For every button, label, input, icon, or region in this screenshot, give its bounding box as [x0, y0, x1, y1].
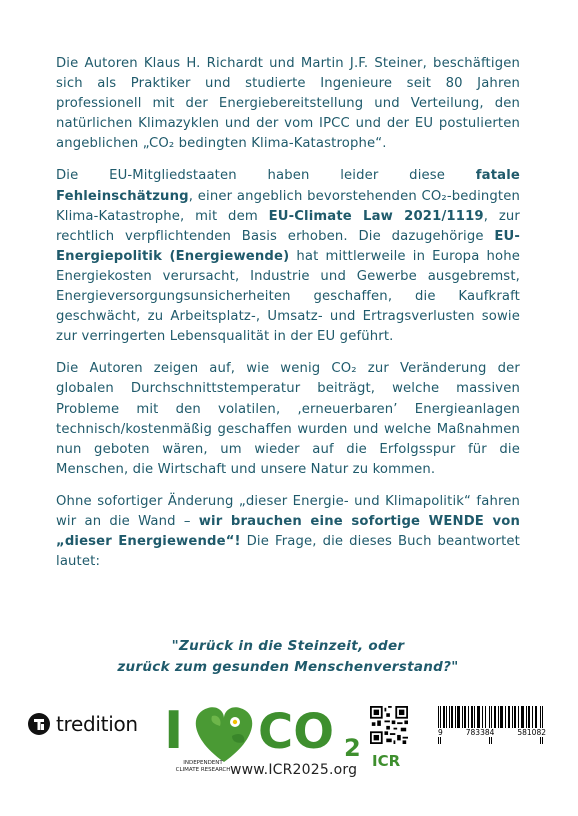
publisher-name: tredition: [56, 712, 138, 736]
p2-text-c: , einer angeblich bevorstehenden CO₂-bedingten Klima-Katastrophe, mit dem: [56, 188, 520, 224]
isbn-barcode-icon: [436, 706, 546, 746]
isbn-group-1: 783384: [465, 728, 495, 737]
paragraph-authors: [56, 54, 520, 154]
book-question-quote: [56, 636, 520, 678]
paragraph-eu-policy: [56, 166, 520, 347]
back-cover-text: [56, 54, 520, 584]
publisher-logo: [28, 712, 138, 736]
isbn-prefix: 9: [438, 728, 443, 737]
isbn-digits: [438, 728, 546, 737]
p2-text-a: Die EU-Mitgliedstaaten haben leider diese: [56, 168, 476, 184]
p2-text-d: , zur rechtlich verpflichtenden Basis erhoben. Die dazugehörige: [56, 208, 520, 244]
icr-line-2: CLIMATE RESEARCH: [175, 767, 231, 773]
icr-logo: ICR: [372, 752, 401, 770]
paragraph-authors-text: Die Autoren Klaus H. Richardt und Martin J.F. Steiner, beschäftigen sich als Praktiker und studierte Ingenieure seit 80 Jahren professionell mit der Energiebereitstellung und Verteilung, den natürlichen Klimazyklen und der vom IPCC und der EU postulierten angeblichen „CO₂ bedingten Klima-Katastrophe“.: [56, 56, 520, 152]
p2-bold-climate-law: EU-Climate Law 2021/1119: [268, 208, 484, 224]
p4-text-a: Ohne sofortiger Änderung „dieser Energie- und Klimapolitik“ fahren wir an die Wand –: [56, 493, 520, 529]
logo-co-text: CO: [258, 704, 335, 760]
p2-bold-misjudgment: fatale Fehleinschätzung: [56, 168, 520, 204]
tradition-icon: [28, 713, 50, 735]
heart-icon: [196, 707, 252, 762]
p2-text-e: hat mittlerweile in Europa hohe Energiekosten verursacht, Industrie und Gewerbe ausgebremst, Energieversorgungsunsicherheiten geschaffen, die Kaufkraft geschwächt, zu Arbeitsplatz-, Umsatz- und Ertragsverlusten sowie zur verringerten Lebensqualität in der EU geführt.: [56, 248, 521, 345]
logo-subscript-2: 2: [344, 734, 361, 762]
p4-text-c: Die Frage, die dieses Buch beantwortet lautet:: [56, 534, 520, 570]
paragraph-call-to-action: [56, 492, 520, 572]
paragraph-authors-show: [56, 359, 520, 480]
quote-line-1: "Zurück in die Steinzeit, oder: [171, 638, 405, 654]
p4-bold-wende: wir brauchen eine sofortige WENDE von „dieser Energiewende“!: [56, 513, 520, 550]
qr-code-icon: [370, 706, 408, 744]
logo-i-letter: I: [164, 701, 184, 761]
p2-bold-energy-policy: EU-Energiepolitik (Energiewende): [56, 228, 520, 264]
website-url: www.ICR2025.org: [230, 762, 358, 778]
paragraph-authors-show-text: Die Autoren zeigen auf, wie wenig CO₂ zur Veränderung der globalen Durchschnittstemperatur beiträgt, welche massiven Probleme mit den volatilen, ‚erneuerbaren’ Energieanlagen technisch/kostenmäßig geschaffen wurden und welche Maßnahmen nun geboten wären, um wieder auf die Erfolgsspur für die Menschen, die Wirtschaft und unsere Natur zu kommen.: [56, 361, 520, 477]
icr-line-1: INDEPENDENT: [183, 760, 223, 766]
isbn-group-2: 581082: [517, 728, 546, 737]
quote-line-2: zurück zum gesunden Menschenverstand?": [117, 659, 459, 675]
